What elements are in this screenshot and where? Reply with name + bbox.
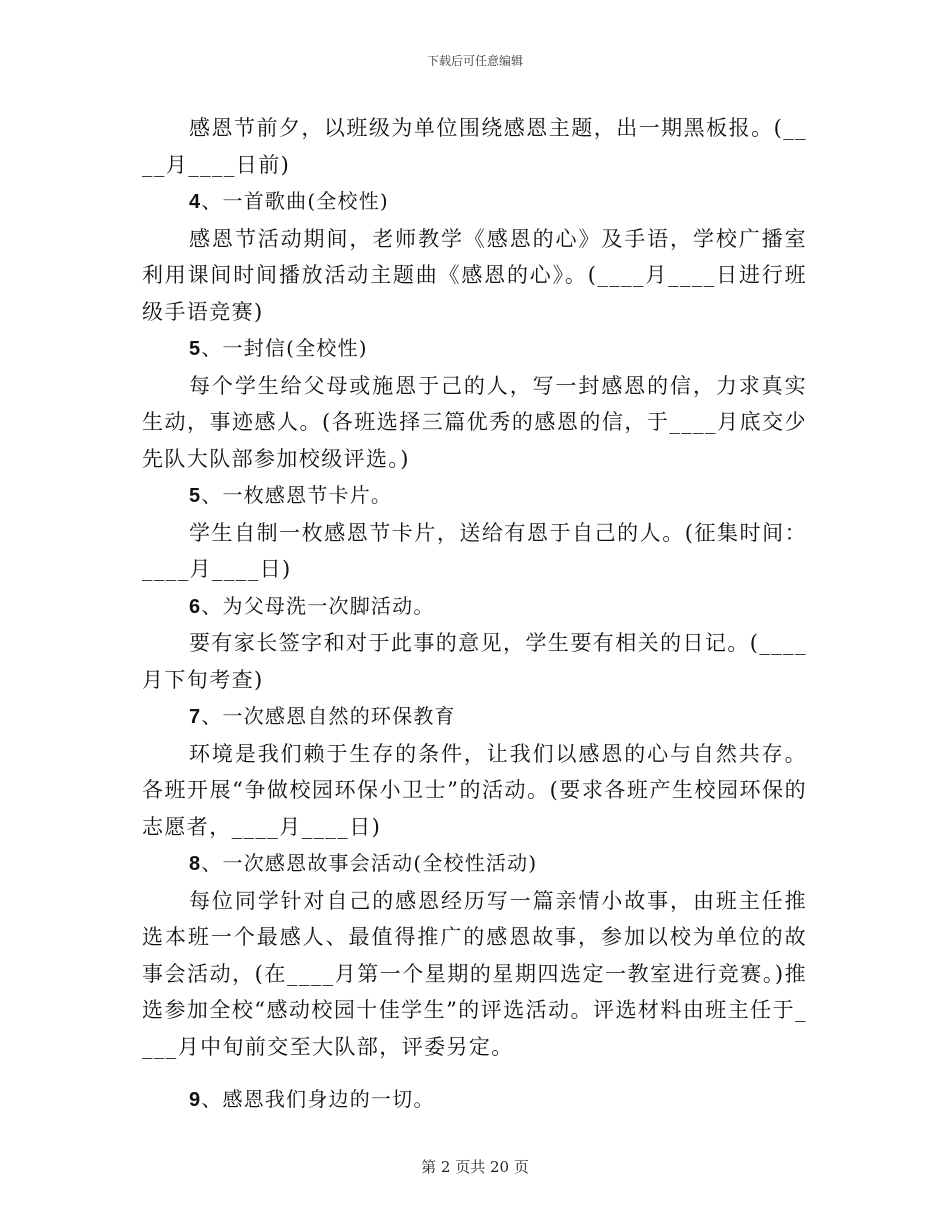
paragraph-wash-feet: 要有家长签字和对于此事的意见，学生要有相关的日记。(____月下旬考查) — [142, 631, 807, 692]
heading-number: 5 — [189, 338, 202, 360]
heading-text: 、一封信(全校性) — [201, 336, 368, 360]
page-footer: 第 2 页共 20 页 — [421, 1158, 529, 1176]
paragraph-blackboard: 感恩节前夕，以班级为单位围绕感恩主题，出一期黑板报。(____月____日前) — [142, 116, 807, 177]
heading-text: 、感恩我们身边的一切。 — [201, 1087, 435, 1111]
heading-number: 6 — [189, 595, 202, 618]
heading-number: 7 — [189, 706, 202, 728]
paragraph-story: 每位同学针对自己的感恩经历写一篇亲情小故事，由班主任推选本班一个最感人、最值得推广的感恩故事，参加以校为单位的故事会活动，(在____月第一个星期的星期四选定一教室进行竞赛。)推选参加全校“感动校园十佳学生”的评选活动。评选材料由班主任于____月中旬前交至大队部，评委另定。 — [142, 888, 807, 1059]
heading-environment — [142, 698, 807, 736]
heading-text: 、一枚感恩节卡片。 — [201, 483, 393, 507]
paragraph-environment: 环境是我们赖于生存的条件，让我们以感恩的心与自然共存。各班开展“争做校园环保小卫士”的活动。(要求各班产生校园环保的志愿者，____月____日) — [142, 741, 807, 839]
heading-number: 8 — [189, 853, 202, 875]
heading-song — [142, 183, 807, 221]
heading-text: 、一次感恩故事会活动(全校性活动) — [201, 851, 538, 875]
paragraph-letter: 每个学生给父母或施恩于己的人，写一封感恩的信，力求真实生动，事迹感人。(各班选择三篇优秀的感恩的信，于____月底交少先队大队部参加校级评选。) — [142, 373, 807, 471]
heading-text: 、一次感恩自然的环保教育 — [201, 704, 456, 728]
heading-card — [142, 477, 807, 515]
heading-letter — [142, 330, 807, 368]
paragraph-song: 感恩节活动期间，老师教学《感恩的心》及手语，学校广播室利用课间时间播放活动主题曲《感恩的心》。(____月____日进行班级手语竞赛) — [142, 226, 807, 324]
page-header: 下载后可任意编辑 — [426, 54, 523, 68]
paragraph-card: 学生自制一枚感恩节卡片，送给有恩于自己的人。(征集时间：____月____日) — [142, 520, 807, 581]
heading-story — [142, 845, 807, 883]
heading-text: 、一首歌曲(全校性) — [201, 189, 389, 213]
heading-wash-feet — [142, 588, 807, 626]
heading-number: 9 — [189, 1089, 202, 1111]
heading-number: 4 — [189, 191, 202, 213]
heading-number: 5 — [189, 485, 202, 507]
document-body — [142, 110, 807, 1119]
spacer — [142, 1065, 807, 1081]
heading-gratitude — [142, 1081, 807, 1119]
heading-text: 、为父母洗一次脚活动。 — [201, 593, 435, 618]
